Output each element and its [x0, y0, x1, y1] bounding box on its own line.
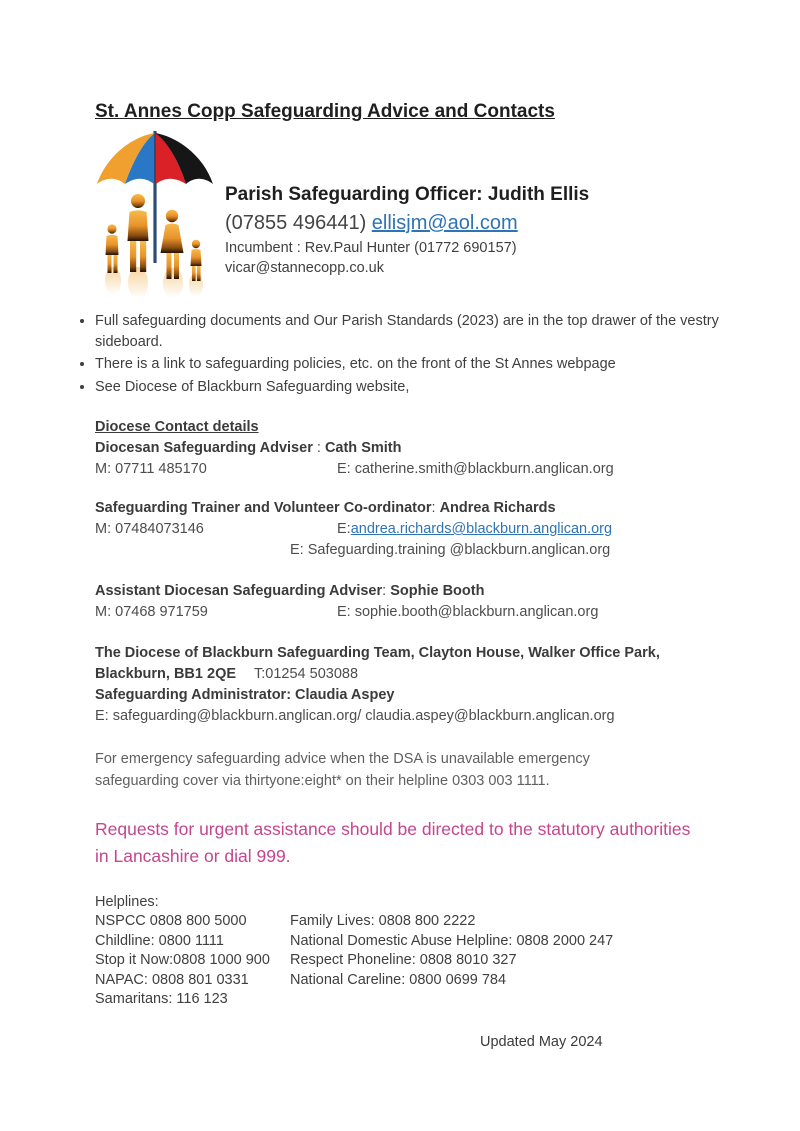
trainer-contact-line	[95, 519, 730, 540]
dsa-separator: :	[312, 440, 325, 456]
dsa-email: E: catherine.smith@blackburn.anglican.org	[337, 461, 614, 477]
dsa-role: Diocesan Safeguarding Adviser	[95, 440, 313, 456]
helplines-section	[95, 892, 730, 1010]
trainer-email-link[interactable]: andrea.richards@blackburn.anglican.org	[350, 521, 613, 537]
trainer-mobile: M: 07484073146	[95, 521, 204, 537]
helplines-grid	[95, 912, 730, 1010]
trainer-role: Safeguarding Trainer and Volunteer Co-ordinator	[95, 500, 432, 516]
officer-phone-line	[225, 210, 589, 236]
assistant-role: Assistant Diocesan Safeguarding Adviser	[95, 583, 383, 599]
assistant-email: E: sophie.booth@blackburn.anglican.org	[337, 604, 599, 620]
list-item: • See Diocese of Blackburn Safeguarding website,	[95, 377, 730, 398]
helpline-item: Family Lives: 0808 800 2222	[290, 913, 476, 929]
helpline-item: NSPCC 0808 800 5000	[95, 913, 247, 929]
team-administrator: Safeguarding Administrator: Claudia Aspey	[95, 687, 395, 703]
helpline-item: Stop it Now:0808 1000 900	[95, 952, 270, 968]
incumbent-line: Incumbent : Rev.Paul Hunter (01772 690157)	[225, 240, 517, 256]
trainer-name: Andrea Richards	[439, 500, 556, 516]
info-bullet-list	[72, 311, 730, 397]
parish-officer-heading: Parish Safeguarding Officer: Judith Ellis	[225, 184, 590, 205]
officer-phone: (07855 496441)	[225, 212, 372, 234]
helpline-item: National Domestic Abuse Helpline: 0808 2000 247	[290, 932, 614, 949]
officer-email-link[interactable]: ellisjm@aol.com	[371, 212, 518, 234]
trainer-email-label: E:	[337, 521, 351, 537]
dsa-mobile: M: 07711 485170	[95, 461, 207, 477]
helpline-item	[290, 990, 730, 1010]
diocese-contacts-section	[95, 417, 730, 727]
trainer-email2: E: Safeguarding.training @blackburn.anglican.org	[290, 542, 611, 558]
diocese-contacts-heading: Diocese Contact details	[95, 419, 259, 435]
helpline-item: NAPAC: 0808 801 0331	[95, 971, 249, 988]
incumbent-email: vicar@stannecopp.co.uk	[225, 260, 384, 276]
helpline-item: Childline: 0800 1111	[95, 932, 224, 949]
team-phone: T:01254 503088	[254, 666, 359, 682]
helpline-item: National Careline: 0800 0699 784	[290, 971, 507, 988]
assistant-name: Sophie Booth	[390, 583, 485, 599]
emergency-note: For emergency safeguarding advice when the DSA is unavailable emergency safeguarding cover via thirtyone:eight* on their helpline 0303 003 1111.	[95, 751, 590, 789]
list-item: • There is a link to safeguarding policies, etc. on the front of the St Annes webpage	[95, 354, 730, 375]
umbrella-family-logo-icon	[90, 127, 220, 297]
team-email: E: safeguarding@blackburn.anglican.org/ claudia.aspey@blackburn.anglican.org	[95, 708, 615, 724]
updated-date: Updated May 2024	[480, 1033, 603, 1050]
dsa-name: Cath Smith	[324, 440, 402, 456]
helpline-item: Respect Phoneline: 0808 8010 327	[290, 952, 517, 968]
trainer-separator: :	[431, 500, 440, 516]
helpline-item: Samaritans: 116 123	[95, 991, 228, 1007]
trainer-role-line	[95, 498, 730, 519]
page-title: St. Annes Copp Safeguarding Advice and Contacts	[95, 101, 555, 122]
team-address-line	[95, 643, 710, 685]
helplines-heading: Helplines:	[95, 894, 159, 910]
header-section	[95, 127, 730, 297]
team-address: The Diocese of Blackburn Safeguarding Team, Clayton House, Walker Office Park, Blackburn, BB1 2QE	[95, 645, 660, 682]
parish-officer-block	[220, 127, 589, 297]
dsa-contact-line	[95, 459, 730, 480]
assistant-separator: :	[382, 583, 391, 599]
list-item: • Full safeguarding documents and Our Parish Standards (2023) are in the top drawer of the vestry sideboard.	[95, 311, 730, 352]
assistant-mobile: M: 07468 971759	[95, 604, 208, 620]
assistant-role-line	[95, 581, 730, 602]
assistant-contact-line	[95, 602, 730, 623]
urgent-notice: Requests for urgent assistance should be directed to the statutory authorities in Lancashire or dial 999.	[95, 819, 691, 866]
dsa-role-line	[95, 438, 730, 459]
